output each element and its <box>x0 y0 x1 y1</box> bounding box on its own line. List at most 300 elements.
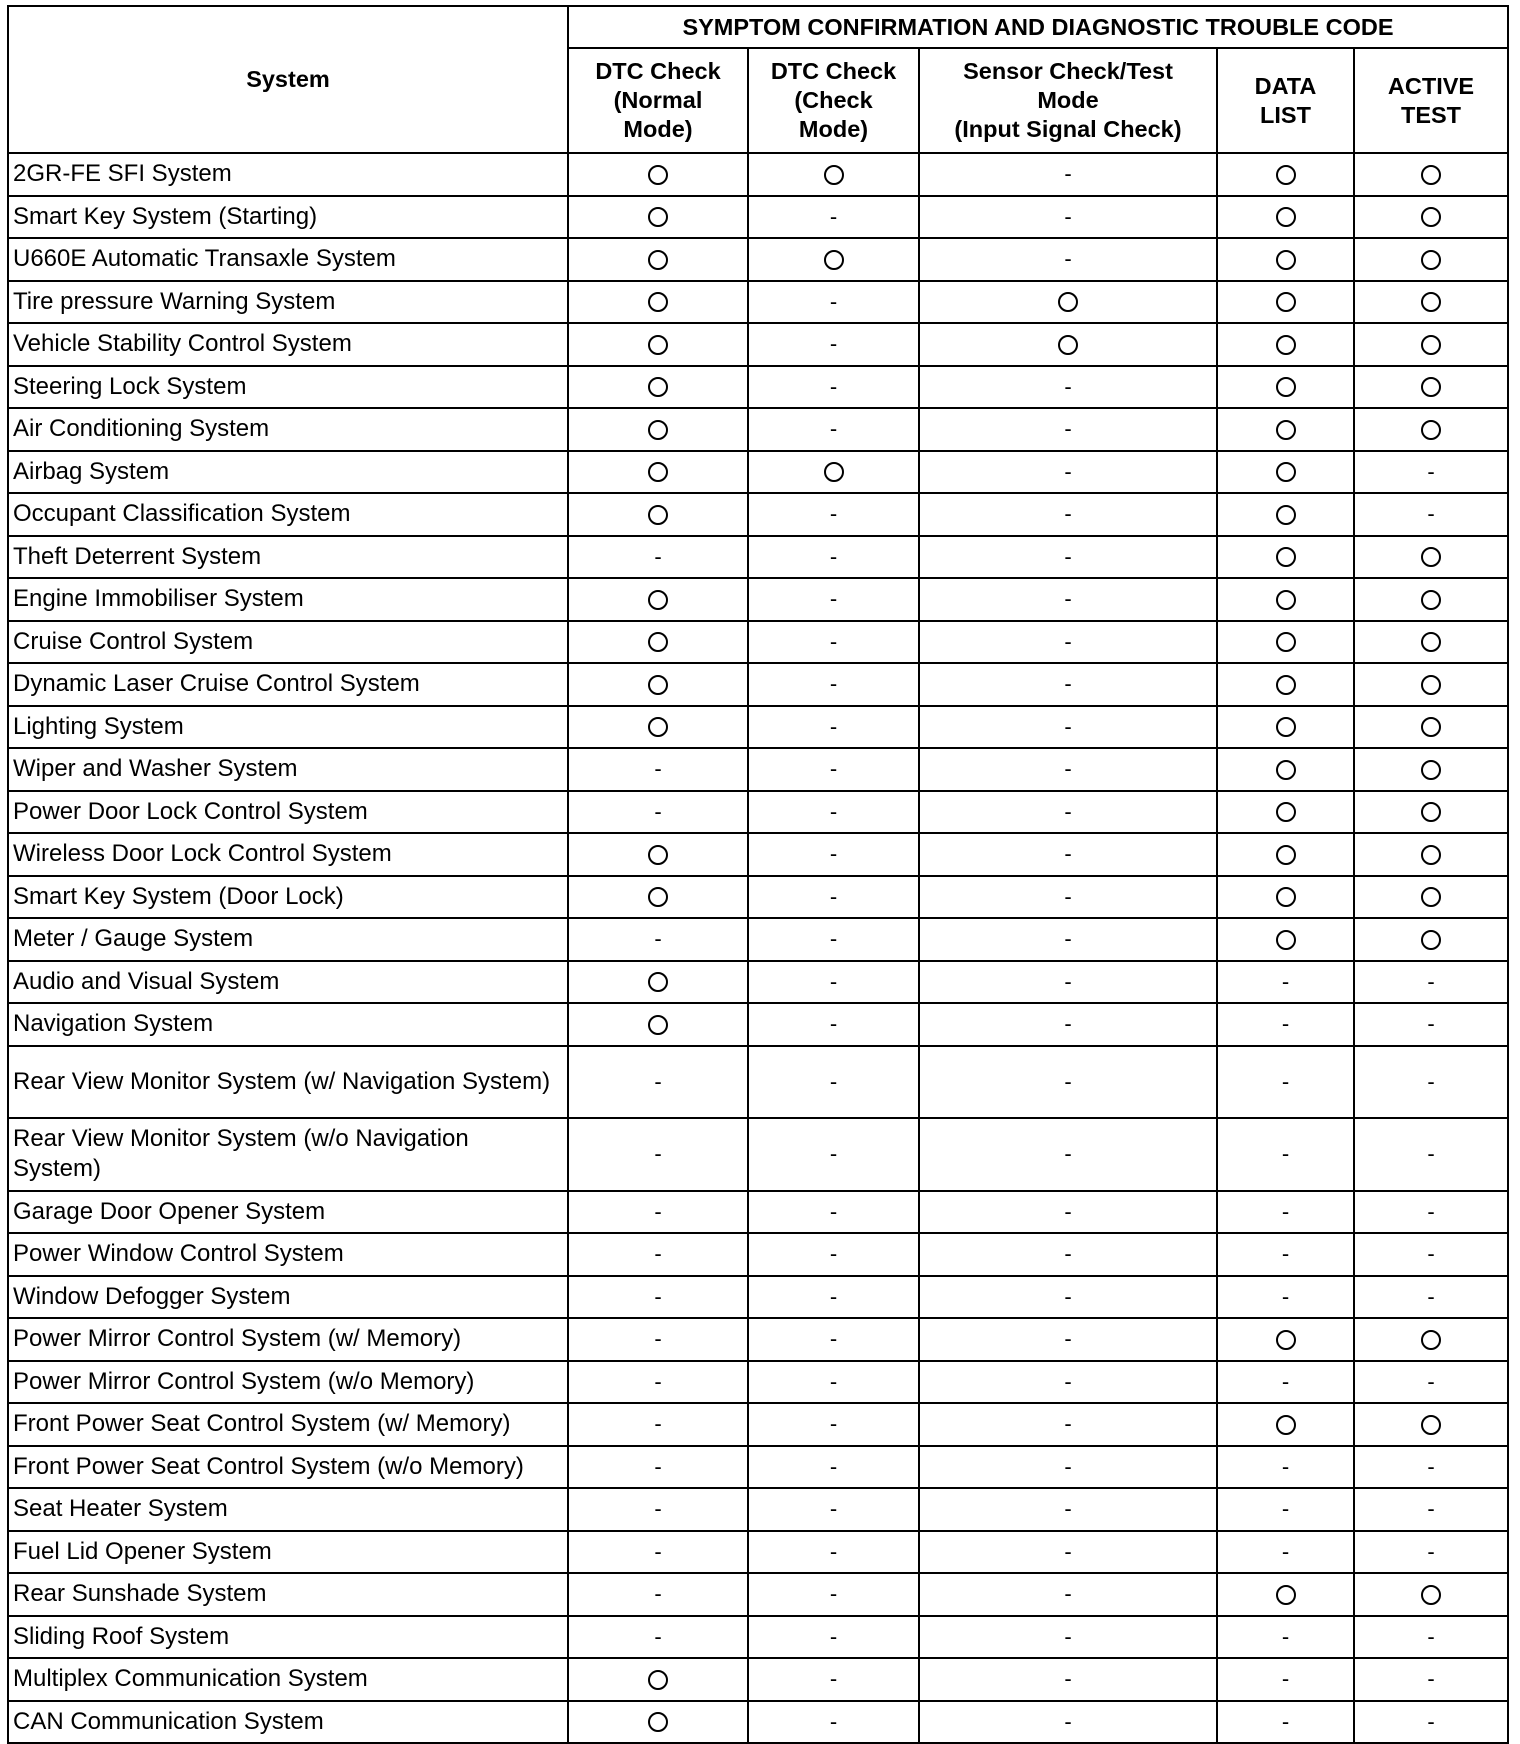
not-supported-dash: - <box>1281 1011 1290 1037</box>
not-supported-dash: - <box>654 1411 662 1437</box>
not-supported-dash: - <box>1281 1453 1290 1479</box>
supported-circle-icon <box>1421 887 1441 907</box>
mark-cell <box>748 1276 919 1319</box>
mark-cell <box>748 238 919 281</box>
mark-cell <box>919 536 1217 579</box>
not-supported-dash: - <box>654 926 662 952</box>
not-supported-dash: - <box>1064 203 1072 229</box>
supported-circle-icon <box>648 207 668 227</box>
supported-circle-icon <box>1276 165 1296 185</box>
not-supported-dash: - <box>1064 543 1072 569</box>
not-supported-dash: - <box>1427 1141 1435 1167</box>
mark-cell <box>919 1233 1217 1276</box>
not-supported-dash: - <box>829 1283 838 1309</box>
table-row <box>8 366 1508 409</box>
column-header-line: (Input Signal Check) <box>954 116 1182 142</box>
table-row <box>8 1531 1508 1574</box>
table-row <box>8 1233 1508 1276</box>
supported-circle-icon <box>1421 760 1441 780</box>
mark-cell <box>568 1701 748 1744</box>
mark-cell <box>1217 1118 1354 1191</box>
supported-circle-icon <box>824 165 844 185</box>
system-column-header: System <box>8 6 568 153</box>
not-supported-dash: - <box>654 1496 662 1522</box>
supported-circle-icon <box>1276 335 1296 355</box>
mark-cell <box>568 833 748 876</box>
not-supported-dash: - <box>1427 1011 1435 1037</box>
supported-circle-icon <box>648 1015 668 1035</box>
mark-cell <box>919 493 1217 536</box>
not-supported-dash: - <box>1064 161 1072 187</box>
mark-cell <box>919 791 1217 834</box>
table-row <box>8 536 1508 579</box>
mark-cell <box>1354 961 1508 1004</box>
diagnostic-table-container <box>7 5 1509 1744</box>
not-supported-dash: - <box>1064 841 1072 867</box>
system-name-cell: Seat Heater System <box>8 1488 568 1531</box>
not-supported-dash: - <box>1281 1496 1290 1522</box>
mark-cell <box>568 493 748 536</box>
mark-cell <box>748 961 919 1004</box>
mark-cell <box>1354 196 1508 239</box>
mark-cell <box>568 1573 748 1616</box>
supported-circle-icon <box>648 675 668 695</box>
supported-circle-icon <box>1276 1415 1296 1435</box>
not-supported-dash: - <box>829 883 838 909</box>
mark-cell <box>1354 1403 1508 1446</box>
not-supported-dash: - <box>1064 1368 1072 1394</box>
not-supported-dash: - <box>1427 968 1435 994</box>
supported-circle-icon <box>1421 207 1441 227</box>
mark-cell <box>919 1318 1217 1361</box>
column-header-line: DTC Check <box>770 58 897 84</box>
not-supported-dash: - <box>1281 1368 1290 1394</box>
not-supported-dash: - <box>1427 1368 1435 1394</box>
not-supported-dash: - <box>829 1496 838 1522</box>
not-supported-dash: - <box>1064 1068 1072 1094</box>
table-row <box>8 1446 1508 1489</box>
table-body <box>8 153 1508 1743</box>
mark-cell <box>748 791 919 834</box>
mark-cell <box>748 1616 919 1659</box>
supported-circle-icon <box>1421 590 1441 610</box>
system-name-cell: Front Power Seat Control System (w/o Memory) <box>8 1446 568 1489</box>
supported-circle-icon <box>824 462 844 482</box>
system-name-cell: Rear Sunshade System <box>8 1573 568 1616</box>
mark-cell <box>1217 1046 1354 1119</box>
system-name-cell: Lighting System <box>8 706 568 749</box>
supported-circle-icon <box>1276 675 1296 695</box>
dtc-normal-mode-header <box>568 48 748 153</box>
mark-cell <box>568 153 748 196</box>
table-row <box>8 1276 1508 1319</box>
not-supported-dash: - <box>1281 1666 1290 1692</box>
mark-cell <box>568 1616 748 1659</box>
mark-cell <box>748 1361 919 1404</box>
mark-cell <box>748 281 919 324</box>
mark-cell <box>1354 1318 1508 1361</box>
system-name-cell: Occupant Classification System <box>8 493 568 536</box>
mark-cell <box>919 408 1217 451</box>
table-row <box>8 1658 1508 1701</box>
mark-cell <box>1217 1191 1354 1234</box>
supported-circle-icon <box>1421 717 1441 737</box>
not-supported-dash: - <box>829 968 838 994</box>
mark-cell <box>1217 1488 1354 1531</box>
not-supported-dash: - <box>1281 1198 1290 1224</box>
not-supported-dash: - <box>1427 458 1435 484</box>
not-supported-dash: - <box>829 1666 838 1692</box>
system-name-cell: Dynamic Laser Cruise Control System <box>8 663 568 706</box>
mark-cell <box>568 1531 748 1574</box>
system-name-cell: Tire pressure Warning System <box>8 281 568 324</box>
supported-circle-icon <box>824 250 844 270</box>
not-supported-dash: - <box>1427 1068 1435 1094</box>
not-supported-dash: - <box>1281 1538 1290 1564</box>
supported-circle-icon <box>648 590 668 610</box>
not-supported-dash: - <box>1427 1241 1435 1267</box>
mark-cell <box>748 663 919 706</box>
not-supported-dash: - <box>829 713 838 739</box>
mark-cell <box>748 833 919 876</box>
mark-cell <box>748 1446 919 1489</box>
not-supported-dash: - <box>1064 1666 1072 1692</box>
mark-cell <box>919 1488 1217 1531</box>
not-supported-dash: - <box>1064 1496 1072 1522</box>
not-supported-dash: - <box>1064 1011 1072 1037</box>
not-supported-dash: - <box>1064 1538 1072 1564</box>
mark-cell <box>1354 706 1508 749</box>
not-supported-dash: - <box>1064 458 1072 484</box>
supported-circle-icon <box>648 1712 668 1732</box>
mark-cell <box>919 1046 1217 1119</box>
column-header-line: (Normal <box>613 87 703 113</box>
not-supported-dash: - <box>654 543 662 569</box>
mark-cell <box>919 1003 1217 1046</box>
supported-circle-icon <box>1421 930 1441 950</box>
not-supported-dash: - <box>829 1538 838 1564</box>
system-name-cell: Fuel Lid Opener System <box>8 1531 568 1574</box>
table-row <box>8 323 1508 366</box>
supported-circle-icon <box>648 972 668 992</box>
column-header-line: DATA <box>1254 72 1317 99</box>
mark-cell <box>919 451 1217 494</box>
system-name-cell: Audio and Visual System <box>8 961 568 1004</box>
not-supported-dash: - <box>829 1368 838 1394</box>
mark-cell <box>919 578 1217 621</box>
mark-cell <box>1354 578 1508 621</box>
mark-cell <box>1354 1233 1508 1276</box>
not-supported-dash: - <box>654 1198 662 1224</box>
not-supported-dash: - <box>1064 628 1072 654</box>
mark-cell <box>1354 1118 1508 1191</box>
supported-circle-icon <box>1276 590 1296 610</box>
mark-cell <box>1354 1488 1508 1531</box>
mark-cell <box>1354 1616 1508 1659</box>
supported-circle-icon <box>1058 292 1078 312</box>
supported-circle-icon <box>648 1670 668 1690</box>
mark-cell <box>568 1046 748 1119</box>
mark-cell <box>1354 1361 1508 1404</box>
not-supported-dash: - <box>1281 1068 1290 1094</box>
mark-cell <box>748 1003 919 1046</box>
table-row <box>8 961 1508 1004</box>
mark-cell <box>568 748 748 791</box>
system-name-cell: Wiper and Washer System <box>8 748 568 791</box>
mark-cell <box>1217 238 1354 281</box>
table-row <box>8 833 1508 876</box>
system-name-cell: Power Window Control System <box>8 1233 568 1276</box>
not-supported-dash: - <box>829 1623 838 1649</box>
table-row <box>8 1488 1508 1531</box>
mark-cell <box>1354 1573 1508 1616</box>
mark-cell <box>1217 833 1354 876</box>
supported-circle-icon <box>648 420 668 440</box>
table-row <box>8 1003 1508 1046</box>
system-name-cell: Vehicle Stability Control System <box>8 323 568 366</box>
mark-cell <box>919 918 1217 961</box>
mark-cell <box>1217 1616 1354 1659</box>
not-supported-dash: - <box>1064 246 1072 272</box>
mark-cell <box>1217 1361 1354 1404</box>
mark-cell <box>1217 281 1354 324</box>
mark-cell <box>1217 791 1354 834</box>
system-name-cell: CAN Communication System <box>8 1701 568 1744</box>
table-row <box>8 621 1508 664</box>
supported-circle-icon <box>1421 377 1441 397</box>
table-row <box>8 663 1508 706</box>
not-supported-dash: - <box>829 1411 838 1437</box>
mark-cell <box>568 536 748 579</box>
column-header-line: LIST <box>1260 101 1311 128</box>
mark-cell <box>1354 493 1508 536</box>
supported-circle-icon <box>648 887 668 907</box>
not-supported-dash: - <box>829 373 838 399</box>
supported-circle-icon <box>1421 802 1441 822</box>
system-name-cell: Multiplex Communication System <box>8 1658 568 1701</box>
system-name-cell: Meter / Gauge System <box>8 918 568 961</box>
mark-cell <box>748 323 919 366</box>
not-supported-dash: - <box>1064 586 1072 612</box>
mark-cell <box>568 1403 748 1446</box>
mark-cell <box>748 748 919 791</box>
supported-circle-icon <box>1276 1585 1296 1605</box>
mark-cell <box>568 1446 748 1489</box>
not-supported-dash: - <box>1064 1623 1072 1649</box>
not-supported-dash: - <box>654 1368 662 1394</box>
supported-circle-icon <box>1421 547 1441 567</box>
mark-cell <box>1217 961 1354 1004</box>
mark-cell <box>919 1616 1217 1659</box>
not-supported-dash: - <box>1064 1241 1072 1267</box>
mark-cell <box>919 1573 1217 1616</box>
not-supported-dash: - <box>654 1623 662 1649</box>
not-supported-dash: - <box>1064 883 1072 909</box>
mark-cell <box>1354 918 1508 961</box>
table-row <box>8 1701 1508 1744</box>
mark-cell <box>568 706 748 749</box>
column-header-line: Mode) <box>623 116 693 142</box>
system-name-cell: Air Conditioning System <box>8 408 568 451</box>
mark-cell <box>1217 578 1354 621</box>
mark-cell <box>919 1118 1217 1191</box>
not-supported-dash: - <box>1064 926 1072 952</box>
supported-circle-icon <box>648 165 668 185</box>
table-header <box>8 6 1508 153</box>
mark-cell <box>748 1118 919 1191</box>
mark-cell <box>568 323 748 366</box>
data-list-header <box>1217 48 1354 153</box>
table-row <box>8 748 1508 791</box>
not-supported-dash: - <box>829 586 838 612</box>
system-name-cell: Power Mirror Control System (w/o Memory) <box>8 1361 568 1404</box>
mark-cell <box>568 1191 748 1234</box>
system-name-cell: Smart Key System (Starting) <box>8 196 568 239</box>
mark-cell <box>1217 1573 1354 1616</box>
mark-cell <box>748 536 919 579</box>
mark-cell <box>568 238 748 281</box>
not-supported-dash: - <box>1281 1241 1290 1267</box>
table-row <box>8 1046 1508 1119</box>
mark-cell <box>748 1403 919 1446</box>
not-supported-dash: - <box>1427 1198 1435 1224</box>
mark-cell <box>919 1446 1217 1489</box>
mark-cell <box>568 578 748 621</box>
not-supported-dash: - <box>654 1581 662 1607</box>
not-supported-dash: - <box>1064 416 1072 442</box>
column-header-line: Mode <box>1037 87 1099 113</box>
supported-circle-icon <box>1058 335 1078 355</box>
mark-cell <box>568 663 748 706</box>
mark-cell <box>568 1118 748 1191</box>
supported-circle-icon <box>1276 717 1296 737</box>
mark-cell <box>919 281 1217 324</box>
not-supported-dash: - <box>1064 798 1072 824</box>
not-supported-dash: - <box>1064 1283 1072 1309</box>
mark-cell <box>748 1658 919 1701</box>
supported-circle-icon <box>648 717 668 737</box>
mark-cell <box>1217 408 1354 451</box>
not-supported-dash: - <box>829 288 838 314</box>
mark-cell <box>919 706 1217 749</box>
mark-cell <box>1354 748 1508 791</box>
mark-cell <box>1354 1276 1508 1319</box>
mark-cell <box>1217 663 1354 706</box>
mark-cell <box>1354 1003 1508 1046</box>
not-supported-dash: - <box>829 1326 838 1352</box>
sensor-check-header <box>919 48 1217 153</box>
active-test-header <box>1354 48 1508 153</box>
not-supported-dash: - <box>1064 373 1072 399</box>
supported-circle-icon <box>1276 505 1296 525</box>
not-supported-dash: - <box>829 416 838 442</box>
not-supported-dash: - <box>654 1326 662 1352</box>
table-row <box>8 196 1508 239</box>
supported-circle-icon <box>1421 250 1441 270</box>
mark-cell <box>568 366 748 409</box>
not-supported-dash: - <box>1427 1666 1435 1692</box>
not-supported-dash: - <box>654 1241 662 1267</box>
mark-cell <box>1354 238 1508 281</box>
not-supported-dash: - <box>1281 1283 1290 1309</box>
not-supported-dash: - <box>654 798 662 824</box>
supported-circle-icon <box>1276 420 1296 440</box>
system-name-cell: Steering Lock System <box>8 366 568 409</box>
system-name-cell: Smart Key System (Door Lock) <box>8 876 568 919</box>
mark-cell <box>1354 791 1508 834</box>
system-name-cell: Airbag System <box>8 451 568 494</box>
not-supported-dash: - <box>1064 1411 1072 1437</box>
column-header-line: ACTIVE <box>1387 72 1475 99</box>
table-row <box>8 153 1508 196</box>
table-row <box>8 1361 1508 1404</box>
mark-cell <box>919 196 1217 239</box>
table-row <box>8 1318 1508 1361</box>
mark-cell <box>919 1658 1217 1701</box>
dtc-check-mode-header <box>748 48 919 153</box>
not-supported-dash: - <box>829 841 838 867</box>
not-supported-dash: - <box>829 1453 838 1479</box>
mark-cell <box>748 918 919 961</box>
table-row <box>8 281 1508 324</box>
mark-cell <box>568 451 748 494</box>
mark-cell <box>919 961 1217 1004</box>
system-name-cell: Rear View Monitor System (w/o Navigation System) <box>8 1118 568 1191</box>
not-supported-dash: - <box>654 1283 662 1309</box>
mark-cell <box>568 408 748 451</box>
not-supported-dash: - <box>829 1068 838 1094</box>
mark-cell <box>1354 536 1508 579</box>
not-supported-dash: - <box>1064 713 1072 739</box>
not-supported-dash: - <box>654 756 662 782</box>
mark-cell <box>1217 196 1354 239</box>
table-row <box>8 791 1508 834</box>
system-name-cell: Theft Deterrent System <box>8 536 568 579</box>
system-name-cell: Power Door Lock Control System <box>8 791 568 834</box>
not-supported-dash: - <box>829 203 838 229</box>
system-name-cell: Front Power Seat Control System (w/ Memory) <box>8 1403 568 1446</box>
not-supported-dash: - <box>1064 1198 1072 1224</box>
not-supported-dash: - <box>829 543 838 569</box>
mark-cell <box>1217 323 1354 366</box>
mark-cell <box>568 1318 748 1361</box>
mark-cell <box>1354 1701 1508 1744</box>
group-header: SYMPTOM CONFIRMATION AND DIAGNOSTIC TROUBLE CODE <box>568 6 1508 48</box>
not-supported-dash: - <box>829 798 838 824</box>
mark-cell <box>919 876 1217 919</box>
supported-circle-icon <box>1421 1585 1441 1605</box>
supported-circle-icon <box>648 377 668 397</box>
supported-circle-icon <box>1276 845 1296 865</box>
supported-circle-icon <box>1276 632 1296 652</box>
not-supported-dash: - <box>1427 1708 1435 1734</box>
supported-circle-icon <box>1276 377 1296 397</box>
column-header-line: Sensor Check/Test <box>963 58 1173 84</box>
mark-cell <box>1217 1233 1354 1276</box>
mark-cell <box>919 1361 1217 1404</box>
table-row <box>8 451 1508 494</box>
supported-circle-icon <box>1421 1415 1441 1435</box>
supported-circle-icon <box>648 292 668 312</box>
supported-circle-icon <box>1276 802 1296 822</box>
mark-cell <box>1354 1531 1508 1574</box>
mark-cell <box>1354 281 1508 324</box>
mark-cell <box>748 408 919 451</box>
mark-cell <box>748 1531 919 1574</box>
supported-circle-icon <box>1276 887 1296 907</box>
supported-circle-icon <box>1276 930 1296 950</box>
mark-cell <box>748 706 919 749</box>
